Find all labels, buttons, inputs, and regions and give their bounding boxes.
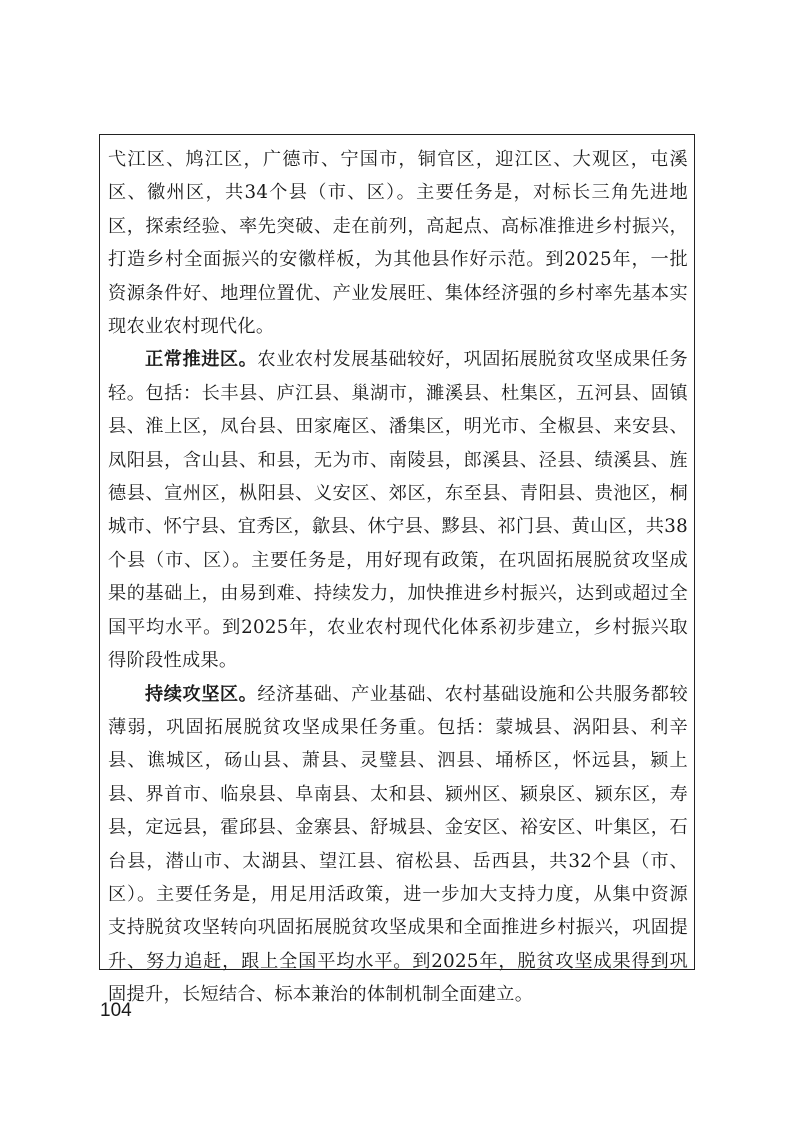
paragraph-text: 弋江区、鸠江区，广德市、宁国市，铜官区，迎江区、大观区，屯溪区、徽州区，共34个县（市、区）。主要任务是，对标长三角先进地区，探索经验、率先突破、走在前列，高起点、高标准推进乡村振兴，打造乡村全面振兴的安徽样板，为其他县作好示范。到2025年，一批资源条件好、地理位置优、产业发展旺、集体经济强的乡村率先基本实现农业农村现代化。: [108, 149, 688, 338]
paragraph-normal-advance-zone: [108, 343, 688, 677]
paragraph-lead-heading: 正常推进区。: [145, 349, 258, 371]
paragraph-text: 农业农村发展基础较好，巩固拓展脱贫攻坚成果任务轻。包括：长丰县、庐江县、巢湖市，濉溪县、杜集区，五河县、固镇县、淮上区，凤台县、田家庵区、潘集区，明光市、全椒县、来安县、凤阳县，含山县、和县，无为市、南陵县，郎溪县、泾县、绩溪县、旌德县、宣州区，枞阳县、义安区、郊区，东至县、青阳县、贵池区，桐城市、怀宁县、宜秀区，歙县、休宁县、黟县、祁门县、黄山区，共38个县（市、区）。主要任务是，用好现有政策，在巩固拓展脱贫攻坚成果的基础上，由易到难、持续发力，加快推进乡村振兴，达到或超过全国平均水平。到2025年，农业农村现代化体系初步建立，乡村振兴取得阶段性成果。: [108, 349, 688, 672]
paragraph-sustained-effort-zone: [108, 678, 688, 1012]
content-box: [99, 134, 695, 1006]
paragraph-continuation: [108, 143, 688, 343]
page-number: 104: [100, 1000, 132, 1021]
paragraph-lead-heading: 持续攻坚区。: [145, 683, 258, 705]
paragraph-text: 经济基础、产业基础、农村基础设施和公共服务都较薄弱，巩固拓展脱贫攻坚成果任务重。包括：蒙城县、涡阳县、利辛县、谯城区，砀山县、萧县、灵璧县、泗县、埇桥区，怀远县，颍上县、界首市、临泉县、阜南县、太和县、颍州区、颍泉区、颍东区，寿县，定远县，霍邱县、金寨县、舒城县、金安区、裕安区、叶集区，石台县，潜山市、太湖县、望江县、宿松县、岳西县，共32个县（市、区）。主要任务是，用足用活政策，进一步加大支持力度，从集中资源支持脱贫攻坚转向巩固拓展脱贫攻坚成果和全面推进乡村振兴，巩固提升、努力追赶，跟上全国平均水平。到2025年，脱贫攻坚成果得到巩固提升，长短结合、标本兼治的体制机制全面建立。: [108, 683, 688, 1006]
